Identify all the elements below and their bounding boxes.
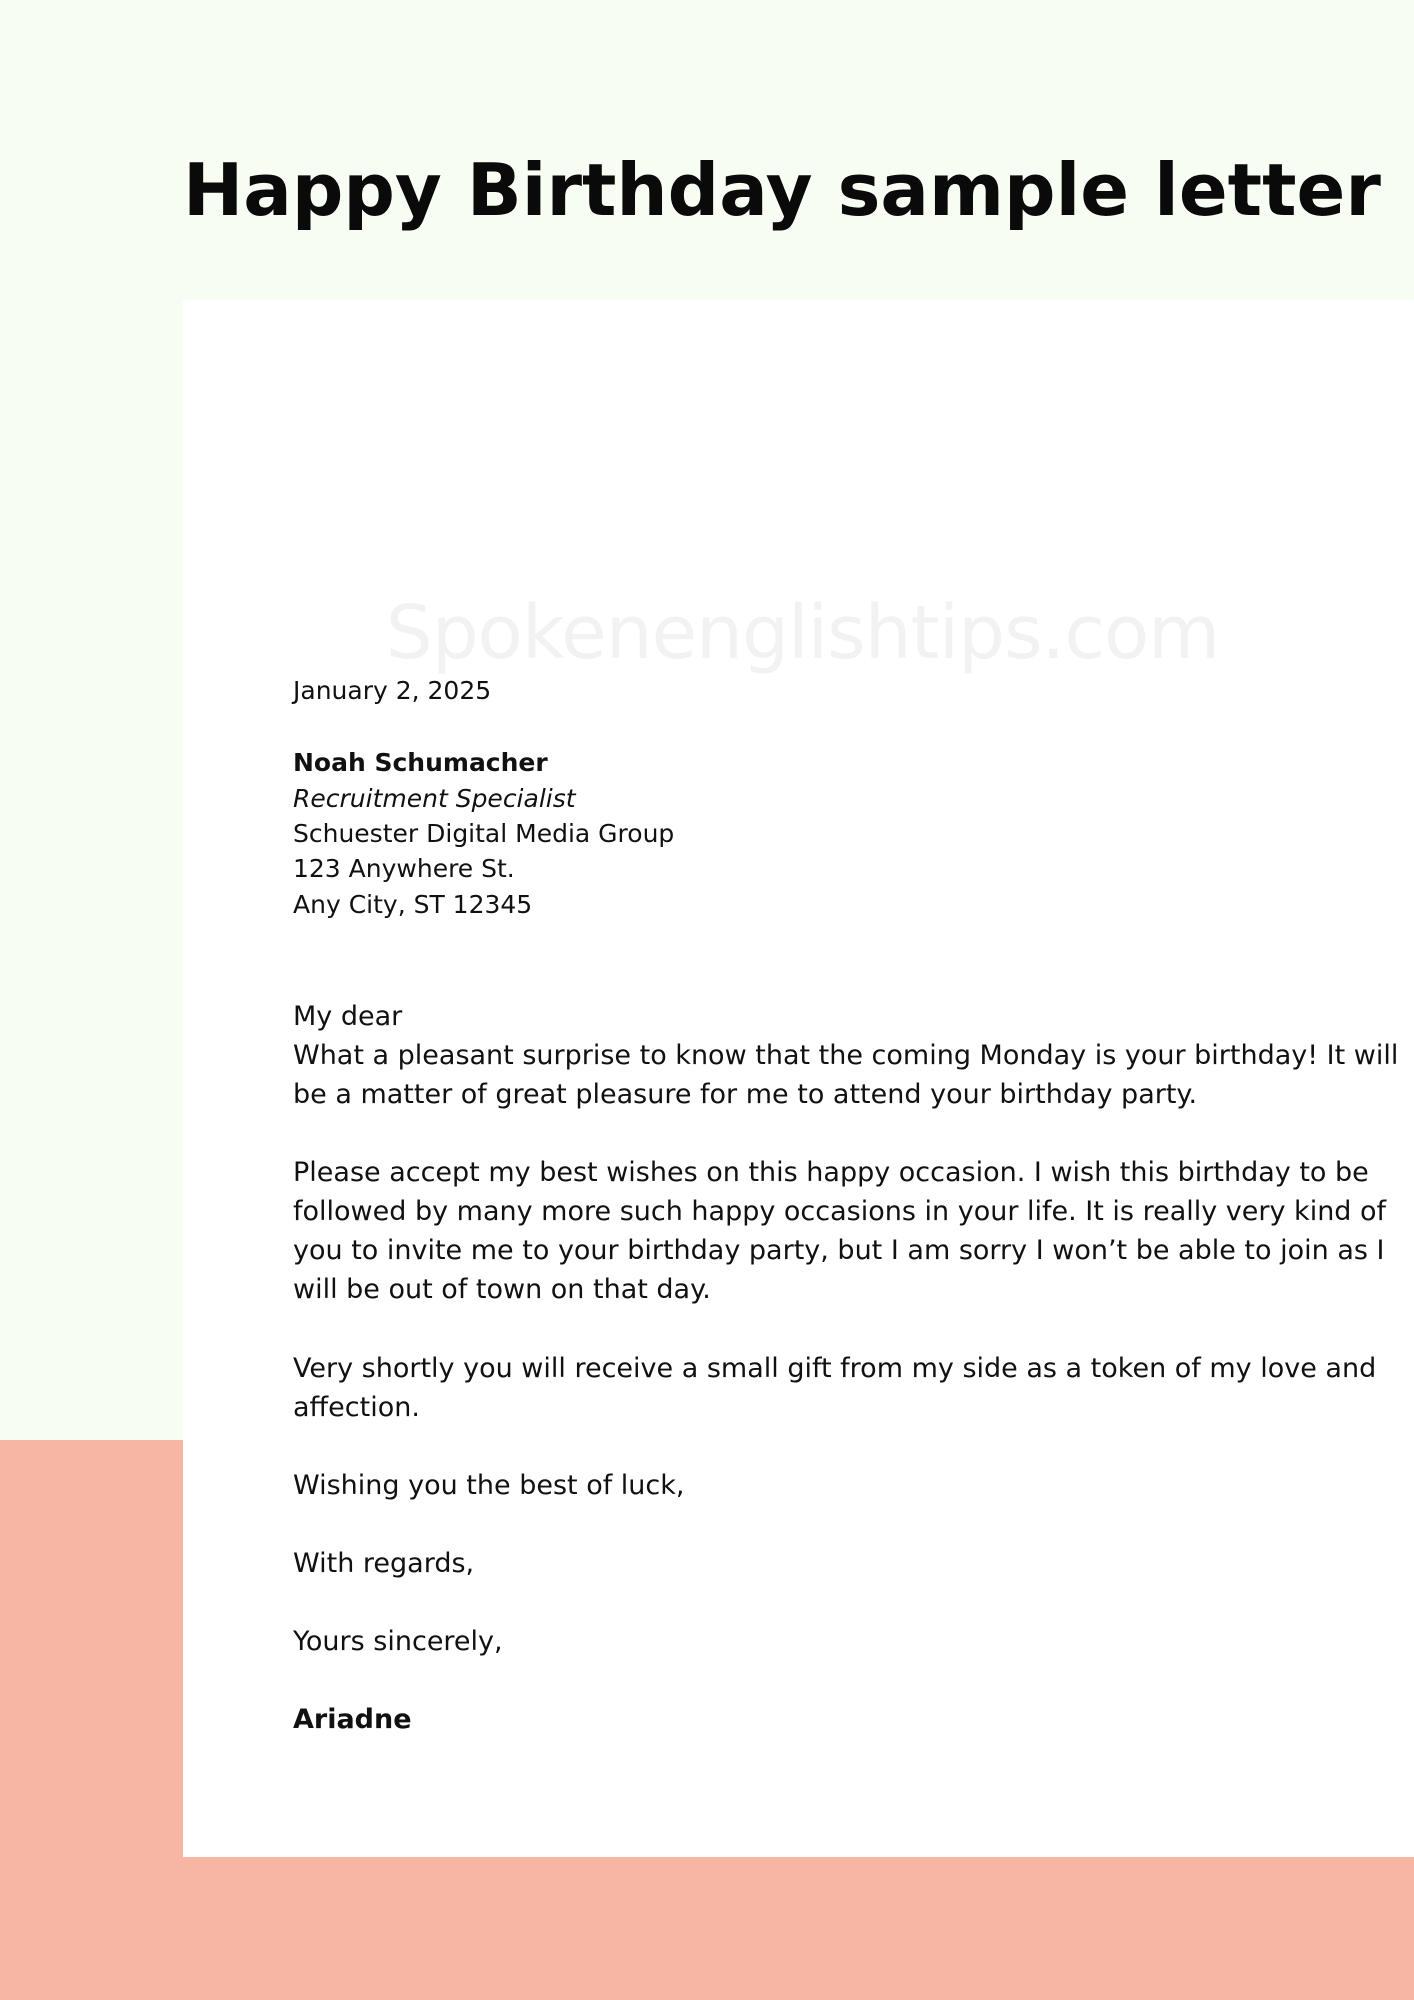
paragraph-line: What a pleasant surprise to know that the coming Monday is your birthday! It will <box>293 1040 1399 1071</box>
paragraph-3 <box>293 1349 1403 1427</box>
recipient-role: Recruitment Specialist <box>293 784 576 813</box>
paragraph-2 <box>293 1153 1403 1309</box>
closing-regards: With regards, <box>293 1548 475 1579</box>
letter-date: January 2, 2025 <box>293 676 492 705</box>
greeting: My dear <box>293 1001 403 1032</box>
recipient-company: Schuester Digital Media Group <box>293 819 675 848</box>
signature-name: Ariadne <box>293 1704 412 1735</box>
watermark-text: Spokenenglishtips.com <box>385 590 1220 676</box>
page-title: Happy Birthday sample letter <box>183 148 1381 232</box>
paragraph-line: be a matter of great pleasure for me to attend your birthday party. <box>293 1079 1198 1110</box>
letter-paper <box>183 300 1414 1857</box>
closing-wishes: Wishing you the best of luck, <box>293 1470 685 1501</box>
paragraph-1 <box>293 1036 1403 1114</box>
salmon-accent-block-bottom <box>0 1857 1414 2000</box>
recipient-name: Noah Schumacher <box>293 748 548 777</box>
paragraph-line: affection. <box>293 1392 420 1423</box>
paragraph-line: Please accept my best wishes on this happy occasion. I wish this birthday to be <box>293 1157 1369 1188</box>
paragraph-line: you to invite me to your birthday party, but I am sorry I won’t be able to join as I <box>293 1235 1385 1266</box>
paragraph-line: followed by many more such happy occasions in your life. It is really very kind of <box>293 1196 1387 1227</box>
paragraph-line: Very shortly you will receive a small gift from my side as a token of my love and <box>293 1353 1377 1384</box>
closing-sincerely: Yours sincerely, <box>293 1626 503 1657</box>
recipient-street: 123 Anywhere St. <box>293 854 515 883</box>
watermark <box>183 590 1414 680</box>
recipient-city: Any City, ST 12345 <box>293 890 533 919</box>
paragraph-line: will be out of town on that day. <box>293 1274 711 1305</box>
